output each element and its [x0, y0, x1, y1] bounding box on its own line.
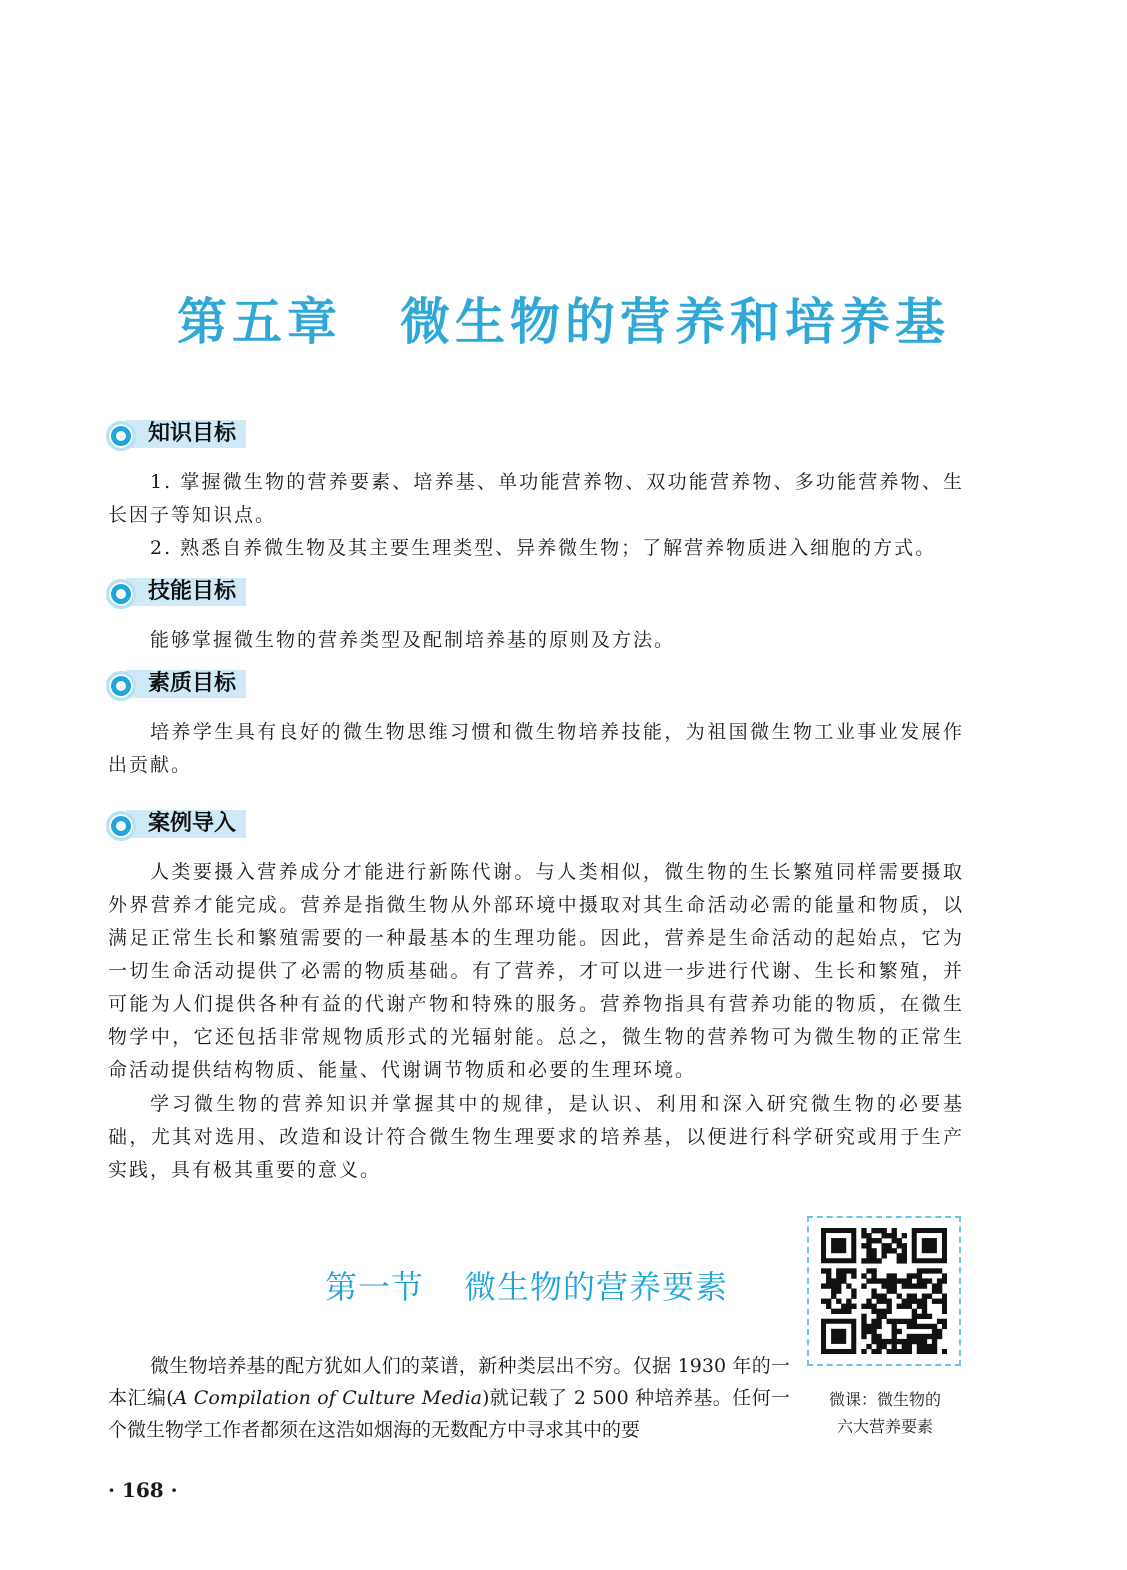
- target-bullet-icon: [106, 811, 136, 841]
- chapter-number: 第五章: [177, 292, 342, 351]
- qr-code-icon: [821, 1228, 947, 1354]
- chapter-title: [0, 282, 1127, 354]
- section-body-text-2: )就记载了 2 500 种培养基。任何一个微生物学工作者都须在这浩如烟海的无数配方中寻求其中的要: [108, 1387, 790, 1441]
- section-number: 第一节: [325, 1268, 425, 1306]
- knowledge-goal-1: 1. 掌握微生物的营养要素、培养基、单功能营养物、双功能营养物、多功能营养物、生长因子等知识点。: [108, 471, 964, 526]
- skill-goals-text: 能够掌握微生物的营养类型及配制培养基的原则及方法。: [150, 629, 676, 651]
- target-bullet-icon: [106, 579, 136, 609]
- quality-goals-text: 培养学生具有良好的微生物思维习惯和微生物培养技能，为祖国微生物工业事业发展作出贡献。: [108, 721, 964, 776]
- page-number: · 168 ·: [108, 1478, 178, 1502]
- compilation-title: A Compilation of Culture Media: [173, 1387, 482, 1409]
- section-name: 微生物的营养要素: [464, 1268, 729, 1306]
- qr-caption-line-1: 微课：微生物的: [828, 1390, 941, 1409]
- chapter-name: 微生物的营养和培养基: [400, 292, 950, 351]
- case-intro-paragraph-2: 学习微生物的营养知识并掌握其中的规律，是认识、利用和深入研究微生物的必要基础，尤其对选用、改造和设计符合微生物生理要求的培养基，以便进行科学研究或用于生产实践，具有极其重要的意义。: [108, 1093, 964, 1181]
- qr-caption: [808, 1386, 962, 1440]
- case-intro-label: 案例导入: [126, 810, 246, 838]
- section-body-paragraph: [108, 1350, 790, 1446]
- case-intro-paragraph-1: 人类要摄入营养成分才能进行新陈代谢。与人类相似，微生物的生长繁殖同样需要摄取外界营养才能完成。营养是指微生物从外部环境中摄取对其生命活动必需的能量和物质，以满足正常生长和繁殖需要的一种最基本的生理功能。因此，营养是生命活动的起始点，它为一切生命活动提供了必需的物质基础。有了营养，才可以进一步进行代谢、生长和繁殖，并可能为人们提供各种有益的代谢产物和特殊的服务。营养物指具有营养功能的物质，在微生物学中，它还包括非常规物质形式的光辐射能。总之，微生物的营养物可为微生物的正常生命活动提供结构物质、能量、代谢调节物质和必要的生理环境。: [108, 861, 964, 1081]
- target-bullet-icon: [106, 421, 136, 451]
- target-bullet-icon: [106, 671, 136, 701]
- knowledge-goals-label: 知识目标: [126, 420, 246, 448]
- quality-goals-label: 素质目标: [126, 670, 246, 698]
- qr-code-frame[interactable]: [807, 1216, 961, 1366]
- knowledge-goal-2: 2. 熟悉自养微生物及其主要生理类型、异养微生物；了解营养物质进入细胞的方式。: [150, 537, 937, 559]
- skill-goals-label: 技能目标: [126, 578, 246, 606]
- section-body-text-1: 微生物培养基的配方犹如人们的菜谱，新种类层出不穷。仅据 1930 年的一本汇编(: [108, 1355, 790, 1409]
- section-title: [325, 1262, 728, 1308]
- qr-caption-line-2: 六大营养要素: [836, 1417, 933, 1436]
